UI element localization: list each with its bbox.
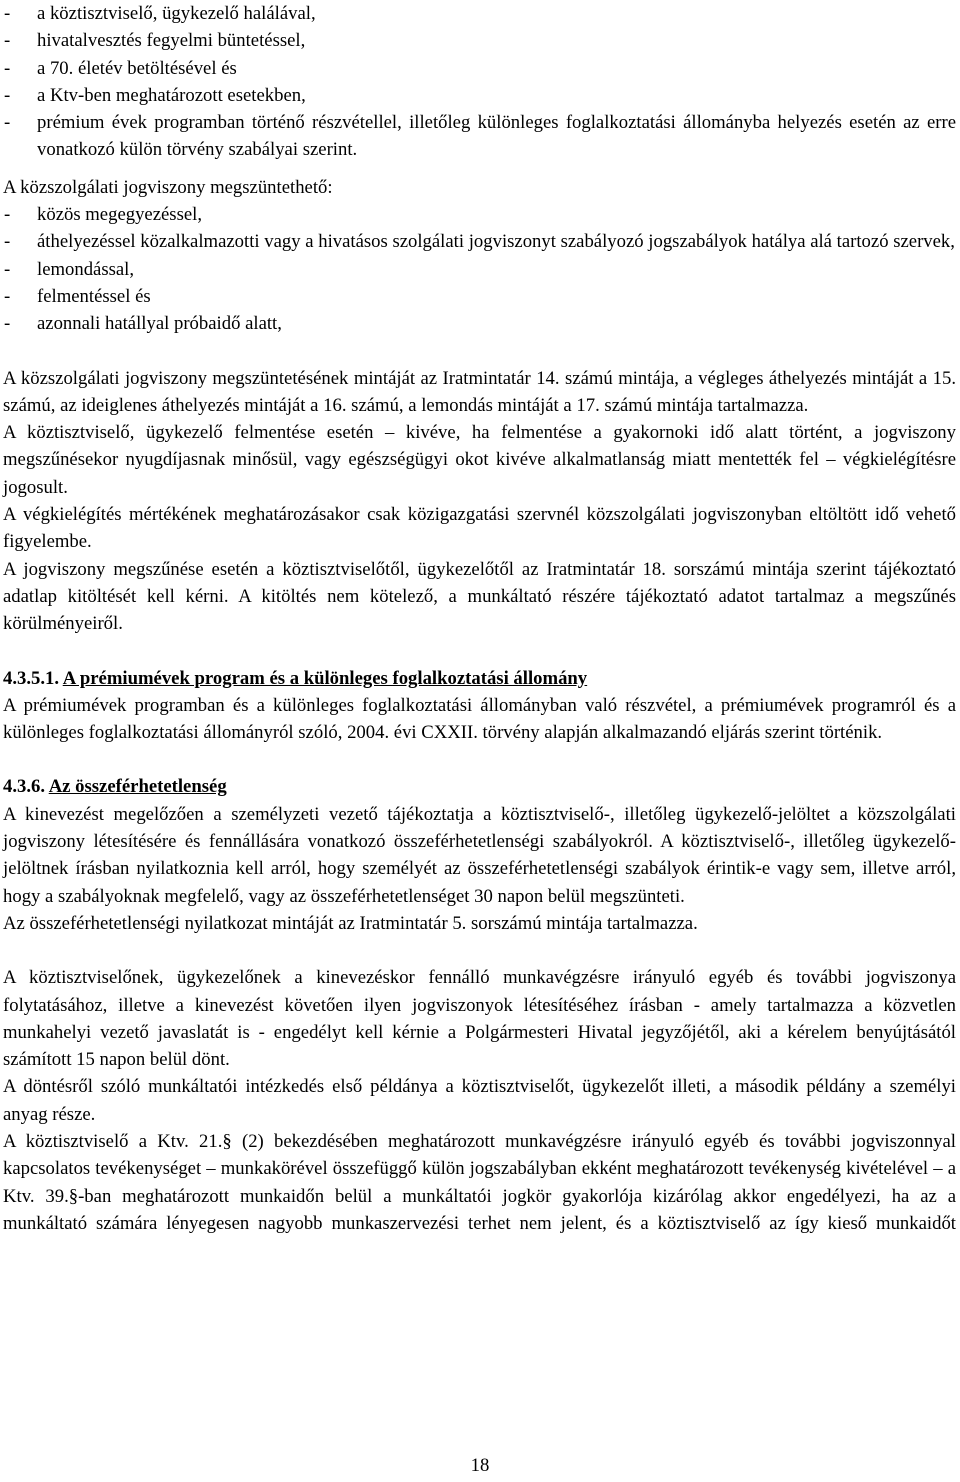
paragraph: A végkielégítés mértékének meghatározásakor csak közigazgatási szervnél közszolgálati jogviszonyban eltöltött idő vehető figyelembe. [3,504,956,553]
list-item-text: a köztisztviselő, ügykezelő halálával, [37,3,316,24]
list-item: - közös megegyezéssel, [3,201,956,228]
termination-cases-list [3,0,956,164]
paragraph: A döntésről szóló munkáltatói intézkedés első példánya a köztisztviselőt, ügykezelőt illeti, a második példány a személyi anyag része. [3,1076,956,1125]
list-item-text: a Ktv-ben meghatározott esetekben, [37,84,306,106]
list-item-text: azonnali hatállyal próbaidő alatt, [37,313,282,335]
section-title: A prémiumévek program és a különleges foglalkoztatási állomány [62,667,588,689]
page-content [3,0,956,1237]
list-item-text: áthelyezéssel közalkalmazotti vagy a hivatásos szolgálati jogviszonyt szabályozó jogszabályok hatálya alá tartozó szervek, [37,231,955,253]
list-item: - hivatalvesztés fegyelmi büntetéssel, [3,27,956,54]
list-item: - azonnali hatállyal próbaidő alatt, [3,310,956,337]
termination-options-list [3,201,956,337]
list-item: - a Ktv-ben meghatározott esetekben, [3,82,956,109]
list-item: - áthelyezéssel közalkalmazotti vagy a hivatásos szolgálati jogviszonyt szabályozó jogszabályok hatálya alá tartozó szervek, [3,228,956,255]
list-item: - a 70. életév betöltésével és [3,55,956,82]
list-item-text: prémium évek programban történő részvétellel, illetőleg különleges foglalkoztatási állományba helyezés esetén az erre vonatkozó külön törvény szabályai szerint. [37,112,956,161]
paragraph: A köztisztviselő a Ktv. 21.§ (2) bekezdésében meghatározott munkavégzésre irányuló egyéb és további jogviszonnyal kapcsolatos tevékenységet – munkakörével összefüggő külön jogszabályban ekként meghatározott tevékenység kivételével – a Ktv. 39.§-ban meghatározott munkaidőn belül a munkáltatói jogkör gyakorlója kizárólag akkor engedélyezi, ha az a munkáltató számára lényegesen nagyobb munkaszervezési terhet nem jelent, és a köztisztviselő az így kieső munkaidőt [3,1130,956,1234]
list-item: - prémium évek programban történő részvétellel, illetőleg különleges foglalkoztatási állományba helyezés esetén az erre vonatkozó külön törvény szabályai szerint. [3,109,956,164]
section-heading [3,773,956,800]
paragraph: Az összeférhetetlenségi nyilatkozat mintáját az Iratmintatár 5. sorszámú mintája tartalmazza. [3,912,698,934]
section-number: 4.3.6. [3,776,46,798]
list-item-text: hivatalvesztés fegyelmi büntetéssel, [37,30,306,52]
paragraph: A jogviszony megszűnése esetén a köztisztviselőtől, ügykezelőtől az Iratmintatár 18. sorszámú mintája szerint tájékoztató adatlap kitöltését kell kérni. A kitöltés nem kötelező, a munkáltató részére tájékoztató adatot tartalmaz a megszűnés körülményeiről. [3,558,956,635]
list-item-text: felmentéssel és [37,285,151,307]
section-title: Az összeférhetetlenség [48,776,227,798]
list-item: - a köztisztviselő, ügykezelő halálával, [3,0,956,27]
paragraph: A kinevezést megelőzően a személyzeti vezető tájékoztatja a köztisztviselő-, illetőleg ügykezelő-jelöltet a közszolgálati jogviszony létesítésére és fennállására vonatkozó összeférhetetlenségi szabályokról. A köztisztviselő-, illetőleg ügykezelő-jelöltnek írásban nyilatkoznia kell arról, hogy személyét az összeférhetetlenségi szabályok érintik-e vagy sem, illetve arról, hogy a szabályoknak megfelelő, vagy az összeférhetetlenséget 30 napon belül megszünteti. [3,803,956,907]
paragraph: A közszolgálati jogviszony megszüntethető: [3,176,333,198]
list-item-text: közös megegyezéssel, [37,204,203,226]
list-item-text: a 70. életév betöltésével és [37,57,237,79]
list-item-text: lemondással, [37,258,135,280]
section-heading [3,665,956,692]
page-number: 18 [470,1455,490,1476]
paragraph: A köztisztviselőnek, ügykezelőnek a kinevezéskor fennálló munkavégzésre irányuló egyéb és további jogviszonya folytatásához, illetve a kinevezést követően ilyen jogviszonyok létesítéséhez írásban - amely tartalmazza a közvetlen munkahelyi vezető javaslatát is - engedélyt kell kérnie a Polgármesteri Hivatal jegyzőjétől, aki a kérelem benyújtásától számított 15 napon belül dönt. [3,967,956,1071]
paragraph: A prémiumévek programban és a különleges foglalkoztatási állományban való részvétel, a prémiumévek programról és a különleges foglalkoztatási állományról szóló, 2004. évi CXXII. törvény alapján alkalmazandó eljárás szerint történik. [3,694,956,744]
paragraph: A köztisztviselő, ügykezelő felmentése esetén – kivéve, ha felmentése a gyakornoki idő alatt történt, a jogviszony megszűnésekor nyugdíjasnak minősül, vagy egészségügyi okot kivéve alkalmatlanság miatt mentették fel – végkielégítésre jogosult. [3,422,956,498]
list-item: - lemondással, [3,256,956,283]
paragraph: A közszolgálati jogviszony megszüntetésének mintáját az Iratmintatár 14. számú mintája, a végleges áthelyezés mintáját a 15. számú, az ideiglenes áthelyezés mintáját a 16. számú, a lemondás mintáját a 17. számú mintája tartalmazza. [3,367,956,416]
section-number: 4.3.5.1. [3,667,60,689]
list-item: - felmentéssel és [3,283,956,310]
